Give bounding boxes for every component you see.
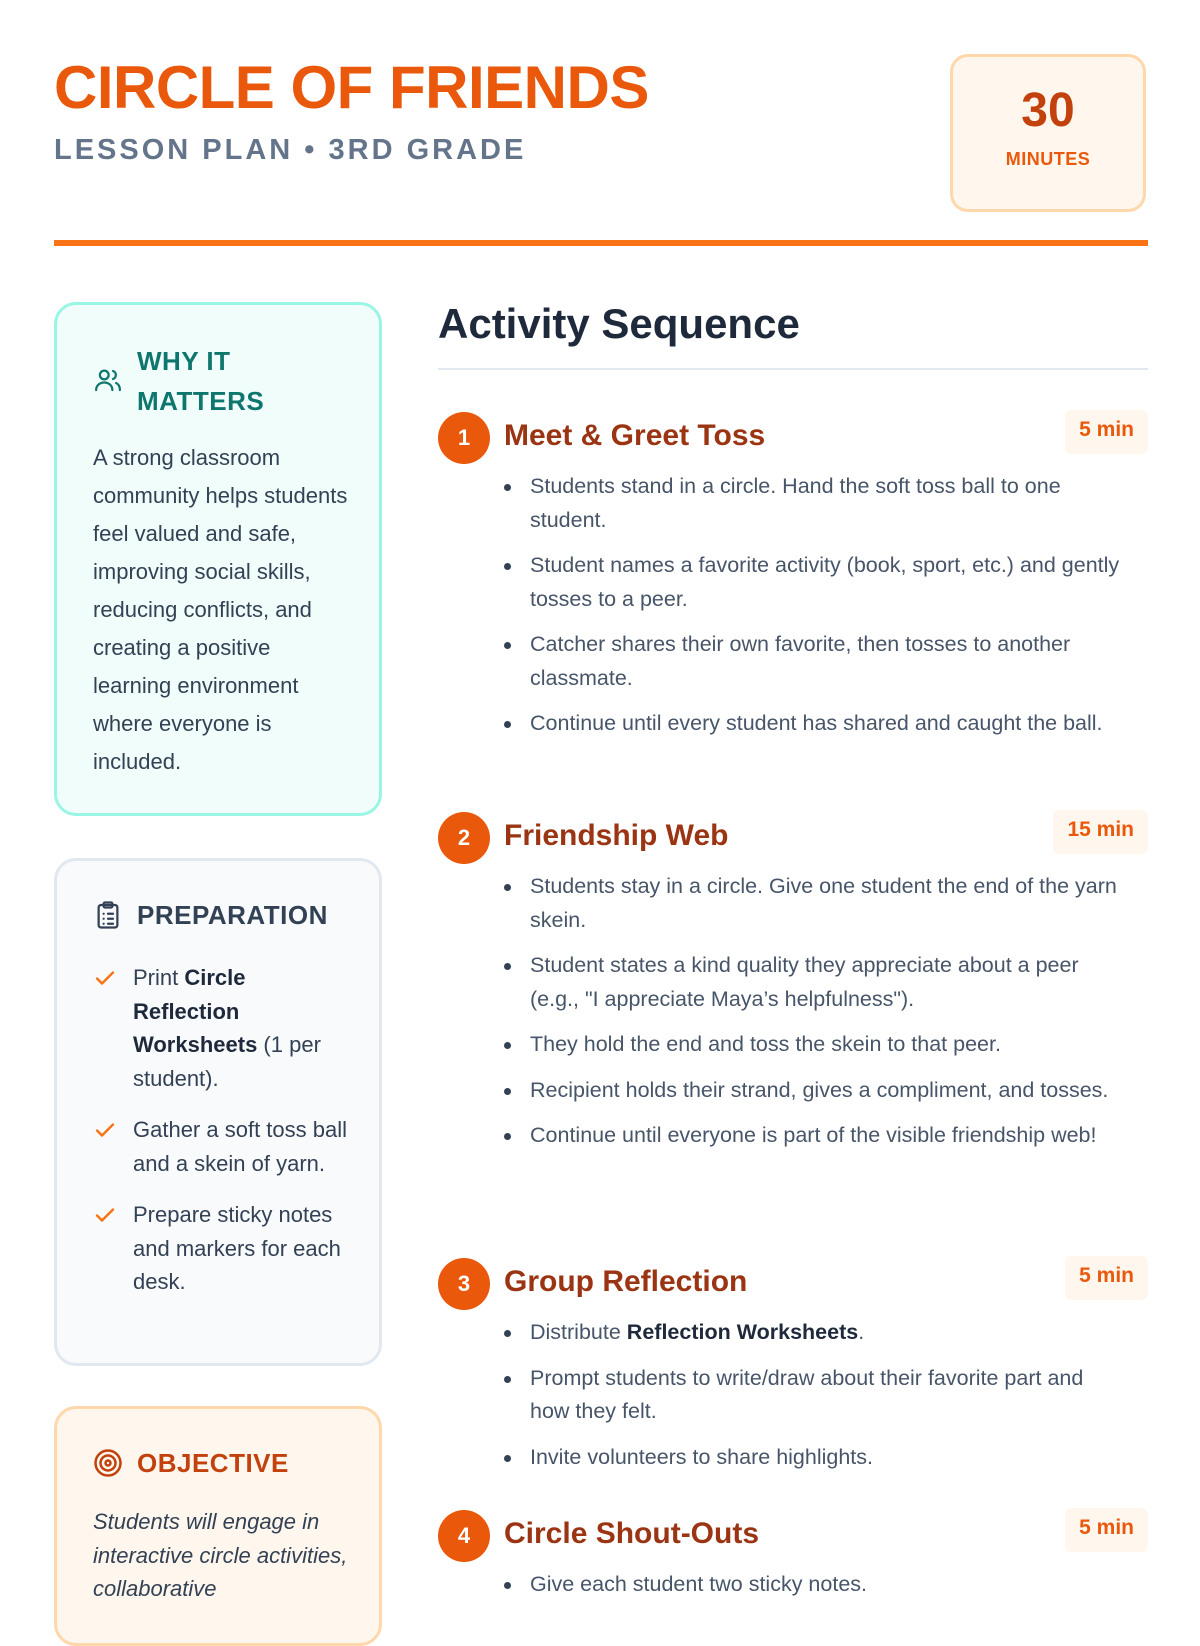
clipboard-list-icon bbox=[93, 900, 123, 930]
step-bullet: They hold the end and toss the skein to that peer. bbox=[504, 1028, 1126, 1062]
step-bullet: Student names a favorite activity (book, sport, etc.) and gently tosses to a peer. bbox=[504, 549, 1126, 616]
step-number-badge: 4 bbox=[438, 1510, 490, 1562]
preparation-item bbox=[93, 1113, 349, 1180]
why-it-matters-text: A strong classroom community helps students feel valued and safe, improving social skills, reducing conflicts, and creating a positive learning environment where everyone is included. bbox=[93, 445, 348, 774]
preparation-item bbox=[93, 1198, 349, 1299]
step-bullet: Continue until every student has shared and caught the ball. bbox=[504, 707, 1126, 741]
activity-sequence-heading: Activity Sequence bbox=[438, 300, 800, 347]
step-title: Meet & Greet Toss bbox=[504, 419, 766, 452]
step-bullet-bold: Reflection Worksheets bbox=[626, 1320, 859, 1344]
step-number-badge: 3 bbox=[438, 1258, 490, 1310]
preparation-item-text-end: (1 per student). bbox=[133, 1032, 321, 1091]
preparation-list bbox=[93, 961, 349, 1317]
step-number-badge: 2 bbox=[438, 812, 490, 864]
duration-value: 30 bbox=[1021, 84, 1075, 137]
step-duration-badge: 15 min bbox=[1053, 810, 1148, 854]
preparation-item-text: Print bbox=[133, 965, 185, 990]
activity-sequence-divider bbox=[438, 368, 1148, 370]
page-title: CIRCLE OF FRIENDS bbox=[54, 54, 649, 121]
step-bullet-list bbox=[504, 870, 1126, 1165]
step-bullet: Recipient holds their strand, gives a compliment, and tosses. bbox=[504, 1074, 1126, 1108]
step-bullet: Prompt students to write/draw about their favorite part and how they felt. bbox=[504, 1362, 1126, 1429]
header-divider bbox=[54, 240, 1148, 246]
preparation-header bbox=[93, 895, 328, 935]
why-it-matters-header bbox=[93, 341, 297, 421]
target-icon bbox=[93, 1448, 123, 1478]
objective-card bbox=[54, 1406, 382, 1646]
duration-unit: MINUTES bbox=[1005, 149, 1091, 169]
why-it-matters-card bbox=[54, 302, 382, 816]
objective-header bbox=[93, 1443, 289, 1483]
step-bullet: Students stand in a circle. Hand the soft toss ball to one student. bbox=[504, 470, 1126, 537]
step-bullet: Give each student two sticky notes. bbox=[504, 1568, 1126, 1602]
step-number-badge: 1 bbox=[438, 412, 490, 464]
step-bullet-text-end: . bbox=[858, 1320, 865, 1344]
duration-badge bbox=[950, 54, 1146, 212]
preparation-item-bold: Circle Reflection Worksheets bbox=[133, 965, 258, 1057]
page-subtitle: LESSON PLAN • 3RD GRADE bbox=[54, 134, 527, 166]
check-icon bbox=[93, 1118, 117, 1142]
why-it-matters-heading: WHY IT MATTERS bbox=[137, 346, 265, 416]
preparation-card bbox=[54, 858, 382, 1366]
preparation-item bbox=[93, 961, 349, 1095]
step-title: Circle Shout-Outs bbox=[504, 1517, 760, 1550]
users-icon bbox=[93, 365, 123, 395]
objective-text: Students will engage in interactive circle activities, collaborative bbox=[93, 1509, 348, 1601]
check-icon bbox=[93, 966, 117, 990]
preparation-item-text: Prepare sticky notes and markers for each desk. bbox=[133, 1202, 341, 1294]
step-bullet: Student states a kind quality they appreciate about a peer (e.g., "I appreciate Maya’s helpfulness"). bbox=[504, 949, 1126, 1016]
step-bullet-list bbox=[504, 1316, 1126, 1486]
preparation-heading: PREPARATION bbox=[137, 900, 328, 930]
step-title: Group Reflection bbox=[504, 1265, 748, 1298]
step-bullet-list bbox=[504, 470, 1126, 753]
objective-heading: OBJECTIVE bbox=[137, 1448, 289, 1478]
step-duration-badge: 5 min bbox=[1065, 1256, 1148, 1300]
preparation-item-text: Gather a soft toss ball and a skein of yarn. bbox=[133, 1117, 347, 1176]
step-duration-badge: 5 min bbox=[1065, 410, 1148, 454]
step-title: Friendship Web bbox=[504, 819, 729, 852]
step-bullet-text: Distribute bbox=[530, 1320, 627, 1344]
step-bullet-list bbox=[504, 1568, 1126, 1614]
step-bullet bbox=[504, 1316, 1126, 1350]
step-bullet: Students stay in a circle. Give one student the end of the yarn skein. bbox=[504, 870, 1126, 937]
step-bullet: Continue until everyone is part of the visible friendship web! bbox=[504, 1119, 1126, 1153]
check-icon bbox=[93, 1203, 117, 1227]
step-duration-badge: 5 min bbox=[1065, 1508, 1148, 1552]
step-bullet: Invite volunteers to share highlights. bbox=[504, 1441, 1126, 1475]
step-bullet: Catcher shares their own favorite, then tosses to another classmate. bbox=[504, 628, 1126, 695]
